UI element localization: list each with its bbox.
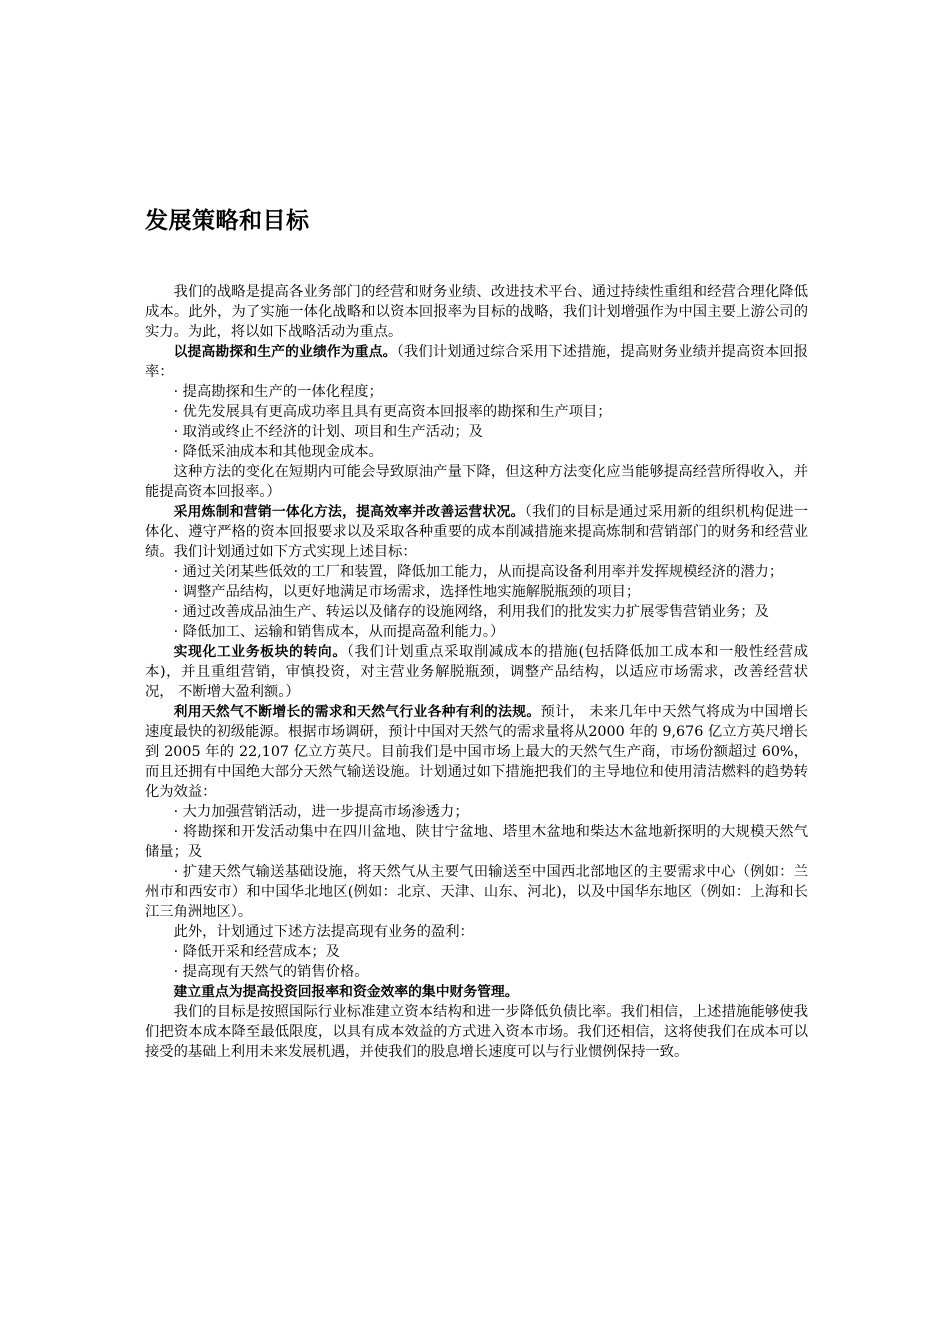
- paragraph-natural-gas-heading: 利用天然气不断增长的需求和天然气行业各种有利的法规。预计， 未来几年中天然气将成为中国增长速度最快的初级能源。根据市场调研，预计中国对天然气的需求量将从2000 年的 9,676 亿立方英尺增长到 2005 年的 22,107 亿立方英尺。目前我们是中国市场上最大的天然气生产商，市场份额超过 60%，而且还拥有中国绝大部分天然气输送设施。计划通过如下措施把我们的主导地位和使用清洁燃料的趋势转化为效益：: [145, 704, 808, 800]
- paragraph-exploration-heading: 以提高勘探和生产的业绩作为重点。（我们计划通过综合采用下述措施，提高财务业绩并提高资本回报率：: [145, 344, 808, 380]
- paragraph-strategy-overview: 我们的战略是提高各业务部门的经营和财务业绩、改进技术平台、通过持续性重组和经营合理化降低成本。此外，为了实施一体化战略和以资本回报率为目标的战略，我们计划增强作为中国主要上游公司的实力。为此，将以如下战略活动为重点。: [145, 284, 808, 340]
- list-item: · 降低加工、运输和销售成本，从而提高盈利能力。）: [173, 624, 505, 640]
- paragraph-lead: 实现化工业务板块的转向。: [173, 644, 347, 660]
- paragraph-existing-business: 此外，计划通过下述方法提高现有业务的盈利：: [173, 924, 474, 940]
- paragraph-lead: 以提高勘探和生产的业绩作为重点。: [173, 344, 397, 360]
- document-body: [145, 282, 808, 1062]
- paragraph-lead: 建立重点为提高投资回报率和资金效率的集中财务管理。: [173, 984, 519, 1000]
- list-item: · 降低开采和经营成本；及: [173, 944, 340, 960]
- paragraph-lead: 利用天然气不断增长的需求和天然气行业各种有利的法规。: [173, 704, 541, 720]
- paragraph-lead: 采用炼制和营销一体化方法，提高效率并改善运营状况。: [173, 504, 525, 520]
- list-item: · 扩建天然气输送基础设施，将天然气从主要气田输送至中国西北部地区的主要需求中心（例如：兰州市和西安市）和中国华北地区(例如：北京、天津、山东、河北)，以及中国华东地区（例如：上海和长江三角洲地区）。: [145, 864, 808, 920]
- list-item: · 将勘探和开发活动集中在四川盆地、陕甘宁盆地、塔里木盆地和柴达木盆地新探明的大规模天然气储量；及: [145, 824, 808, 860]
- list-item: · 通过改善成品油生产、转运以及储存的设施网络，利用我们的批发实力扩展零售营销业务；及: [173, 604, 769, 620]
- paragraph-chemicals-heading: 实现化工业务板块的转向。（我们计划重点采取削减成本的措施(包括降低加工成本和一般性经营成本)，并且重组营销，审慎投资，对主营业务解脱瓶颈，调整产品结构，以适应市场需求，改善经营状况， 不断增大盈利额。）: [145, 644, 808, 700]
- list-item: · 降低采油成本和其他现金成本。: [173, 444, 383, 460]
- list-item: · 大力加强营销活动，进一步提高市场渗透力；: [173, 804, 469, 820]
- list-item: · 调整产品结构，以更好地满足市场需求，选择性地实施解脱瓶颈的项目；: [173, 584, 641, 600]
- paragraph-refining-heading: 采用炼制和营销一体化方法，提高效率并改善运营状况。（我们的目标是通过采用新的组织机构促进一体化、遵守严格的资本回报要求以及采取各种重要的成本削减措施来提高炼制和营销部门的财务和经营业绩。我们计划通过如下方式实现上述目标：: [145, 504, 808, 560]
- list-item: · 提高现有天然气的销售价格。: [173, 964, 369, 980]
- page-title: 发展策略和目标: [145, 208, 310, 234]
- paragraph-exploration-note: 这种方法的变化在短期内可能会导致原油产量下降，但这种方法变化应当能够提高经营所得收入，并能提高资本回报率。）: [145, 464, 808, 500]
- paragraph-finance-heading: [145, 982, 808, 1002]
- list-item: · 取消或终止不经济的计划、项目和生产活动；及: [173, 424, 483, 440]
- list-item: · 优先发展具有更高成功率且具有更高资本回报率的勘探和生产项目；: [173, 404, 612, 420]
- list-item: · 通过关闭某些低效的工厂和装置，降低加工能力，从而提高设备利用率并发挥规模经济的潜力；: [173, 564, 784, 580]
- list-item: · 提高勘探和生产的一体化程度；: [173, 384, 383, 400]
- paragraph-finance-goal: 我们的目标是按照国际行业标准建立资本结构和进一步降低负债比率。我们相信，上述措施能够使我们把资本成本降至最低限度，以具有成本效益的方式进入资本市场。我们还相信，这将使我们在成本可以接受的基础上利用未来发展机遇，并使我们的股息增长速度可以与行业惯例保持一致。: [145, 1004, 808, 1060]
